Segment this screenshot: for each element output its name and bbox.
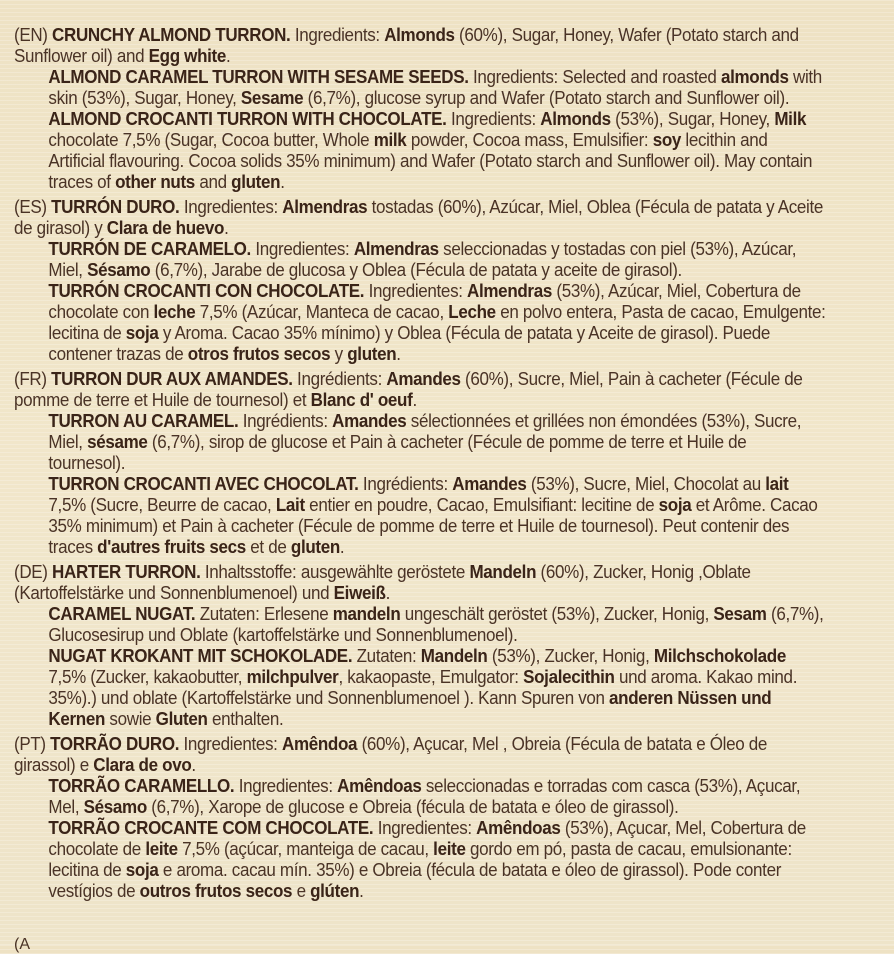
product-ingredients-paragraph — [14, 368, 827, 410]
cut-off-language-code: (A — [14, 936, 30, 953]
emphasized-text: Sesame — [240, 87, 304, 108]
language-code: (FR) — [14, 368, 47, 389]
ingredient-text: e — [292, 880, 311, 901]
emphasized-text: TURRON DUR AUX AMANDES. — [51, 368, 293, 389]
product-ingredients-paragraph — [14, 196, 827, 238]
emphasized-text: leite — [145, 838, 178, 859]
emphasized-text: Almendras — [353, 238, 439, 259]
emphasized-text: ALMOND CARAMEL TURRON WITH SESAME SEEDS. — [48, 66, 469, 87]
emphasized-text: Almendras — [467, 280, 552, 301]
emphasized-text: CARAMEL NUGAT. — [48, 603, 196, 624]
ingredient-label — [14, 24, 827, 905]
ingredient-text: (53%), Zucker, Honig, — [487, 645, 654, 666]
language-section — [14, 561, 827, 729]
language-section — [14, 24, 827, 192]
emphasized-text: gluten — [347, 343, 397, 364]
ingredient-text: entier en poudre, Cacao, Emulsifiant: lecitine de — [304, 494, 659, 515]
emphasized-text: other nuts — [115, 171, 195, 192]
emphasized-text: Sésamo — [87, 259, 151, 280]
emphasized-text: Blanc d' oeuf — [310, 389, 413, 410]
emphasized-text: TURRON AU CARAMEL. — [48, 410, 239, 431]
ingredient-text: 7,5% (Zucker, kakaobutter, — [48, 666, 247, 687]
ingredient-text: y Aroma. Cacao 35% mínimo) y Oblea (Fécula de patata y Aceite de girasol). Puede contener trazas de — [48, 322, 771, 364]
language-section — [14, 368, 827, 557]
ingredient-text: sélectionnées et grillées non émondées (53%), Sucre, Miel, — [48, 410, 802, 452]
emphasized-text: HARTER TURRON. — [52, 561, 201, 582]
ingredient-text: . — [412, 389, 417, 410]
emphasized-text: milchpulver — [246, 666, 339, 687]
ingredient-text: gordo em pó, pasta de cacau, emulsionante: lecitina de — [48, 838, 792, 880]
ingredient-text: (6,7%), glucose syrup and Wafer (Potato starch and Sunflower oil). — [303, 87, 790, 108]
emphasized-text: Eiweiß — [333, 582, 386, 603]
ingredient-text: y — [330, 343, 348, 364]
emphasized-text: TORRÃO CROCANTE COM CHOCOLATE. — [48, 817, 374, 838]
emphasized-text: NUGAT KROKANT MIT SCHOKOLADE. — [48, 645, 353, 666]
ingredient-text: Ingredientes: — [179, 733, 282, 754]
product-ingredients-paragraph — [14, 108, 827, 192]
emphasized-text: gluten — [290, 536, 340, 557]
emphasized-text: Almendras — [282, 196, 368, 217]
emphasized-text: d'autres fruits secs — [97, 536, 246, 557]
ingredient-text: Ingrédients: — [358, 473, 453, 494]
ingredient-text: . — [359, 880, 364, 901]
ingredient-text: 7,5% (açúcar, manteiga de cacau, — [177, 838, 434, 859]
emphasized-text: Lait — [275, 494, 305, 515]
ingredient-text: . — [385, 582, 390, 603]
product-ingredients-paragraph — [14, 733, 827, 775]
emphasized-text: Leche — [448, 301, 496, 322]
emphasized-text: Amandes — [386, 368, 461, 389]
emphasized-text: anderen Nüssen und Kernen — [48, 687, 772, 729]
emphasized-text: Clara de huevo — [106, 217, 225, 238]
ingredient-text: e aroma. cacau mín. 35%) e Obreia (fécula de batata e óleo de girassol). Pode conter vestígios de — [48, 859, 782, 901]
emphasized-text: Milk — [774, 108, 807, 129]
emphasized-text: soy — [652, 129, 682, 150]
emphasized-text: Almonds — [384, 24, 455, 45]
emphasized-text: lait — [765, 473, 789, 494]
language-code: (PT) — [14, 733, 46, 754]
emphasized-text: Mandeln — [469, 561, 537, 582]
product-ingredients-paragraph — [14, 410, 827, 473]
ingredient-text: (60%), Sugar, Honey, Wafer (Potato starch and Sunflower oil) and — [14, 24, 799, 66]
ingredient-text: (6,7%), Xarope de glucose e Obreia (fécula de batata e óleo de girassol). — [146, 796, 679, 817]
ingredient-text: Ingredients: — [446, 108, 541, 129]
ingredient-text: tostadas (60%), Azúcar, Miel, Oblea (Fécula de patata y Aceite de girasol) y — [14, 196, 824, 238]
emphasized-text: Almonds — [540, 108, 611, 129]
ingredient-text: sowie — [105, 708, 156, 729]
ingredient-text: ungeschält geröstet (53%), Zucker, Honig, — [400, 603, 714, 624]
emphasized-text: soja — [125, 859, 159, 880]
ingredient-text: Ingredientes: — [179, 196, 283, 217]
emphasized-text: soja — [125, 322, 159, 343]
emphasized-text: Sojalecithin — [523, 666, 615, 687]
emphasized-text: sésame — [87, 431, 148, 452]
ingredient-text: . — [396, 343, 401, 364]
product-ingredients-paragraph — [14, 280, 827, 364]
language-code: (EN) — [14, 24, 48, 45]
emphasized-text: Amandes — [332, 410, 407, 431]
ingredient-text: powder, Cocoa mass, Emulsifier: — [406, 129, 653, 150]
ingredient-text: . — [280, 171, 285, 192]
product-ingredients-paragraph — [14, 603, 827, 645]
ingredient-text: (53%), Sugar, Honey, — [610, 108, 775, 129]
emphasized-text: CRUNCHY ALMOND TURRON. — [52, 24, 291, 45]
emphasized-text: Egg white — [148, 45, 226, 66]
emphasized-text: soja — [658, 494, 692, 515]
ingredient-text: Ingrédients: — [238, 410, 333, 431]
emphasized-text: Mandeln — [420, 645, 488, 666]
emphasized-text: Sesam — [713, 603, 767, 624]
ingredient-text: . — [224, 217, 229, 238]
product-ingredients-paragraph — [14, 775, 827, 817]
product-ingredients-paragraph — [14, 817, 827, 901]
language-code: (DE) — [14, 561, 48, 582]
emphasized-text: TORRÃO DURO. — [50, 733, 180, 754]
ingredient-text: Zutaten: Erlesene — [195, 603, 333, 624]
ingredient-text: . — [225, 45, 231, 66]
emphasized-text: TURRON CROCANTI AVEC CHOCOLAT. — [48, 473, 359, 494]
ingredient-text: (60%), Zucker, Honig ,Oblate (Kartoffelstärke und Sonnenblumenoel) und — [14, 561, 751, 603]
emphasized-text: TURRÓN DURO. — [51, 196, 180, 217]
language-section — [14, 733, 827, 901]
ingredient-text: Ingrédients: — [292, 368, 387, 389]
ingredient-text: (6,7%), Glucosesirup und Oblate (kartoffelstärke und Sonnenblumenoel). — [48, 603, 824, 645]
emphasized-text: milk — [373, 129, 407, 150]
ingredient-text: , kakaopaste, Emulgator: — [338, 666, 524, 687]
ingredient-text: et de — [245, 536, 291, 557]
emphasized-text: TORRÃO CARAMELLO. — [48, 775, 235, 796]
ingredient-text: 7,5% (Sucre, Beurre de cacao, — [48, 494, 276, 515]
ingredient-text: Ingredientes: — [250, 238, 354, 259]
ingredient-text: et Arôme. Cacao 35% minimum) et Pain à cacheter (Fécule de pomme de terre et Huile de tournesol). Peut contenir des traces — [48, 494, 818, 557]
emphasized-text: mandeln — [332, 603, 401, 624]
ingredient-text: and — [194, 171, 232, 192]
emphasized-text: Amêndoas — [476, 817, 561, 838]
product-ingredients-paragraph — [14, 238, 827, 280]
ingredient-text: Zutaten: — [352, 645, 421, 666]
emphasized-text: Clara de ovo — [93, 754, 192, 775]
ingredient-text: Ingredients: Selected and roasted — [468, 66, 721, 87]
ingredient-text: (60%), Açucar, Mel , Obreia (Fécula de batata e Óleo de girassol) e — [14, 733, 768, 775]
ingredient-text: Ingredientes: — [364, 280, 468, 301]
emphasized-text: leche — [153, 301, 196, 322]
ingredient-text: (53%), Azúcar, Miel, Cobertura de chocolate con — [48, 280, 801, 322]
emphasized-text: Milchschokolade — [653, 645, 786, 666]
emphasized-text: Gluten — [155, 708, 208, 729]
ingredient-text: chocolate 7,5% (Sugar, Cocoa butter, Whole — [48, 129, 374, 150]
product-ingredients-paragraph — [14, 66, 827, 108]
ingredient-text: (53%), Açucar, Mel, Cobertura de chocolate de — [48, 817, 806, 859]
product-ingredients-paragraph — [14, 561, 827, 603]
emphasized-text: Amêndoas — [337, 775, 422, 796]
emphasized-text: glúten — [310, 880, 360, 901]
ingredient-text: lecithin and Artificial flavouring. Cocoa solids 35% minimum) and Wafer (Potato starch and Sunflower oil). May contain traces of — [48, 129, 813, 192]
ingredient-text: en polvo entera, Pasta de cacao, Emulgente: lecitina de — [48, 301, 826, 343]
ingredient-text: Inhaltsstoffe: ausgewählte geröstete — [200, 561, 470, 582]
emphasized-text: almonds — [720, 66, 789, 87]
ingredient-text: seleccionadas y tostadas con piel (53%), Azúcar, Miel, — [48, 238, 797, 280]
emphasized-text: Sésamo — [83, 796, 147, 817]
emphasized-text: ALMOND CROCANTI TURRON WITH CHOCOLATE. — [48, 108, 447, 129]
ingredient-text: Ingredientes: — [373, 817, 477, 838]
emphasized-text: gluten — [231, 171, 281, 192]
ingredient-text: (60%), Sucre, Miel, Pain à cacheter (Fécule de pomme de terre et Huile de tournesol) et — [14, 368, 803, 410]
ingredient-text: 7,5% (Azúcar, Manteca de cacao, — [195, 301, 449, 322]
ingredient-text: Ingredients: — [290, 24, 385, 45]
product-ingredients-paragraph — [14, 24, 827, 66]
ingredient-text: enthalten. — [207, 708, 284, 729]
product-ingredients-paragraph — [14, 645, 827, 729]
emphasized-text: TURRÓN CROCANTI CON CHOCOLATE. — [48, 280, 365, 301]
ingredient-text: (6,7%), Jarabe de glucosa y Oblea (Fécula de patata y aceite de girasol). — [150, 259, 682, 280]
ingredient-text: seleccionadas e torradas com casca (53%), Açucar, Mel, — [48, 775, 801, 817]
ingredient-text: Ingredientes: — [234, 775, 338, 796]
emphasized-text: Amandes — [452, 473, 527, 494]
emphasized-text: Amêndoa — [281, 733, 358, 754]
ingredient-text: . — [191, 754, 196, 775]
language-section — [14, 196, 827, 364]
ingredient-text: (53%), Sucre, Miel, Chocolat au — [526, 473, 766, 494]
ingredient-text: und aroma. Kakao mind. 35%).) und oblate (Kartoffelstärke und Sonnenblumenoel ). Kann Spuren von — [48, 666, 798, 708]
emphasized-text: otros frutos secos — [187, 343, 331, 364]
ingredient-text: . — [339, 536, 345, 557]
ingredient-text: (6,7%), sirop de glucose et Pain à cacheter (Fécule de pomme de terre et Huile de tournesol). — [48, 431, 747, 473]
ingredient-text: with skin (53%), Sugar, Honey, — [48, 66, 822, 108]
language-code: (ES) — [14, 196, 47, 217]
product-ingredients-paragraph — [14, 473, 827, 557]
emphasized-text: leite — [433, 838, 466, 859]
emphasized-text: TURRÓN DE CARAMELO. — [48, 238, 251, 259]
emphasized-text: outros frutos secos — [139, 880, 293, 901]
